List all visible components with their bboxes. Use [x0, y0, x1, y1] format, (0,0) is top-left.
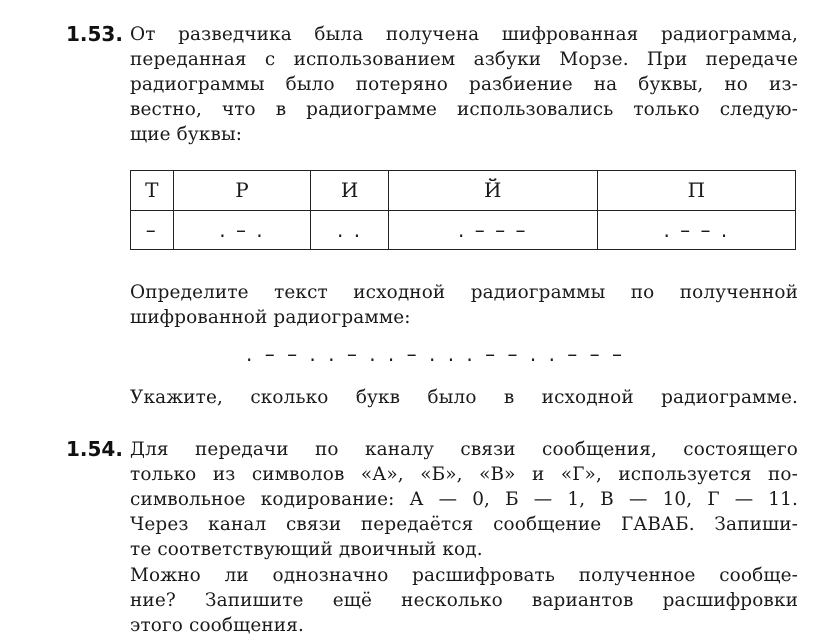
- problem-text-line: От разведчика была получена шифрованная радиограмма,: [130, 24, 798, 45]
- table-cell-letter: И: [311, 171, 388, 211]
- problem-text-line: радиограммы было потеряно разбиение на буквы, но из-: [130, 74, 798, 95]
- table-row-codes: [131, 210, 796, 250]
- table-cell-code: –: [131, 210, 174, 250]
- problem-text-line: вестно, что в радиограмме использовались только следую-: [130, 99, 798, 120]
- table-cell-letter: Р: [173, 171, 311, 211]
- table-cell-code: . .: [311, 210, 388, 250]
- problem-text-line: этого сообщения.: [130, 615, 304, 636]
- problem-text-line: щие буквы:: [130, 124, 243, 145]
- problem-text-line: Через канал связи передаётся сообщение ГАВАБ. Запиши-: [130, 514, 798, 535]
- final-question-line: Укажите, сколько букв было в исходной радиограмме.: [130, 387, 798, 408]
- table-cell-letter: Й: [388, 171, 597, 211]
- cipher-radiogram: . – – . . – . . – . . . – – . . – – –: [246, 342, 626, 366]
- problem-text-line: ние? Запишите ещё несколько вариантов расшифровки: [130, 590, 798, 611]
- problem-text-line: переданная с использованием азбуки Морзе. При передаче: [130, 49, 798, 70]
- problem-text-line: символьное кодирование: А — 0, Б — 1, В — 10, Г — 11.: [130, 489, 798, 510]
- table-cell-code: . – – –: [388, 210, 597, 250]
- table-cell-letter: Т: [131, 171, 174, 211]
- morse-code-table: [130, 170, 796, 250]
- question-text-line: Определите текст исходной радиограммы по полученной: [130, 282, 798, 303]
- problem-number: 1.54.: [66, 437, 123, 461]
- table-row-letters: [131, 171, 796, 211]
- problem-text-line: Для передачи по каналу связи сообщения, состоящего: [130, 439, 798, 460]
- question-text-line: шифрованной радиограмме:: [130, 307, 411, 328]
- table-cell-code: . – – .: [597, 210, 795, 250]
- problem-text-line: только из символов «А», «Б», «В» и «Г», используется по-: [130, 464, 798, 485]
- table-cell-letter: П: [597, 171, 795, 211]
- problem-number: 1.53.: [66, 22, 123, 46]
- table-cell-code: . – .: [173, 210, 311, 250]
- problem-text-line: те соответствующий двоичный код.: [130, 539, 483, 560]
- problem-text-line: Можно ли однозначно расшифровать полученное сообще-: [130, 565, 798, 586]
